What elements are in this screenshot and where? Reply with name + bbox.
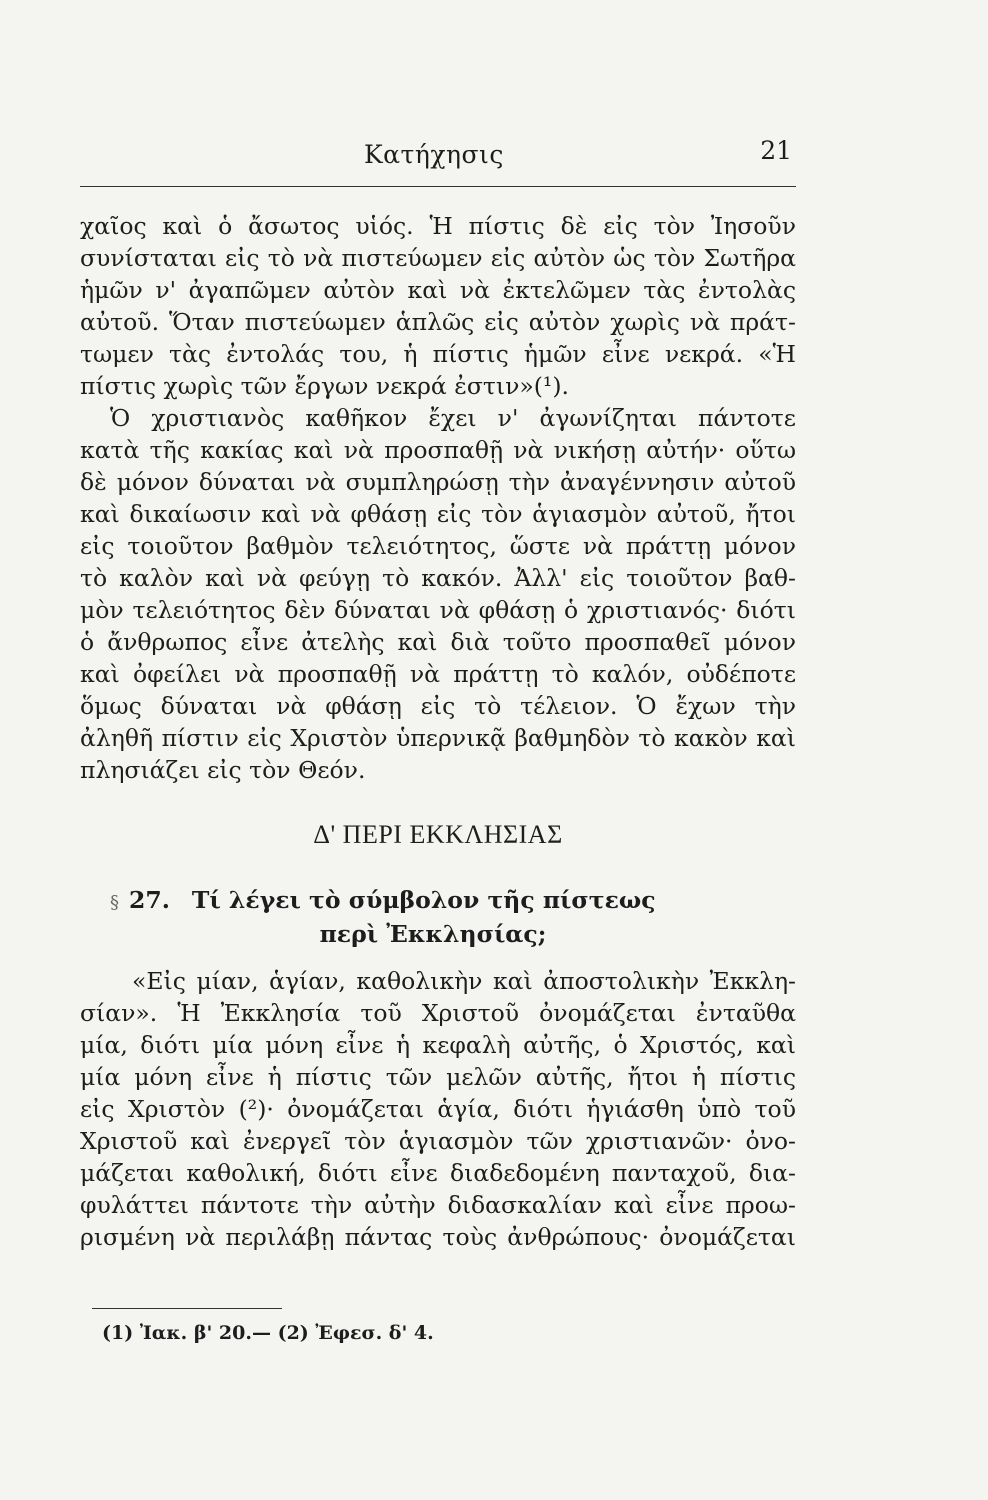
body-line: καὶ δικαίωσιν καὶ νὰ φθάσῃ εἰς τὸν ἁγιασμὸν αὐτοῦ, ἤτοι (80, 500, 796, 528)
catechism-question (110, 883, 796, 951)
body-line: κατὰ τῆς κακίας καὶ νὰ προσπαθῇ νὰ νικήσῃ αὐτήν· οὕτω (80, 436, 796, 464)
question-line: περὶ Ἐκκλησίας; (319, 920, 547, 948)
body-line: πλησιάζει εἰς τὸν Θεόν. (80, 756, 366, 784)
header-rule (80, 186, 796, 187)
question-line (110, 883, 796, 917)
running-title: Κατήχησις (364, 140, 504, 169)
answer-line: ρισμένη νὰ περιλάβῃ πάντας τοὺς ἀνθρώπους· ὀνομάζεται (80, 1223, 796, 1251)
body-line: εἰς τοιοῦτον βαθμὸν τελειότητος, ὥστε νὰ πράττῃ μόνον (80, 532, 796, 560)
body-line: χαῖος καὶ ὁ ἄσωτος υἱός. Ἡ πίστις δὲ εἰς τὸν Ἰησοῦν (80, 212, 796, 240)
answer-line: μάζεται καθολική, διότι εἶνε διαδεδομένη πανταχοῦ, δια- (80, 1159, 796, 1187)
answer-line: «Εἰς μίαν, ἁγίαν, καθολικὴν καὶ ἀποστολικὴν Ἐκκλη- (132, 967, 796, 995)
body-text (80, 210, 796, 786)
question-number: 27. (129, 886, 170, 914)
footnote-rule (92, 1308, 282, 1309)
body-line: αὐτοῦ. Ὅταν πιστεύωμεν ἁπλῶς εἰς αὐτὸν χωρὶς νὰ πράτ- (80, 308, 796, 336)
body-line: τωμεν τὰς ἐντολάς του, ἡ πίστις ἡμῶν εἶνε νεκρά. «Ἡ (80, 340, 796, 368)
answer-text (80, 965, 796, 1253)
answer-line: μία, διότι μία μόνη εἶνε ἡ κεφαλὴ αὐτῆς, ὁ Χριστός, καὶ (80, 1031, 796, 1059)
footnote: (1) Ἰακ. β' 20.— (2) Ἐφεσ. δ' 4. (102, 1322, 434, 1344)
body-line: δὲ μόνον δύναται νὰ συμπληρώσῃ τὴν ἀναγέννησιν αὐτοῦ (80, 468, 796, 496)
body-line: ὅμως δύναται νὰ φθάσῃ εἰς τὸ τέλειον. Ὁ ἔχων τὴν (80, 692, 796, 720)
body-line: τὸ καλὸν καὶ νὰ φεύγῃ τὸ κακόν. Ἀλλ' εἰς τοιοῦτον βαθ- (80, 564, 796, 592)
running-head (80, 136, 796, 176)
body-line: μὸν τελειότητος δὲν δύναται νὰ φθάσῃ ὁ χριστιανός· διότι (80, 596, 796, 624)
answer-line: φυλάττει πάντοτε τὴν αὐτὴν διδασκαλίαν καὶ εἶνε προω- (80, 1191, 796, 1219)
body-line: συνίσταται εἰς τὸ νὰ πιστεύωμεν εἰς αὐτὸν ὡς τὸν Σωτῆρα (80, 244, 796, 272)
section-heading: Δ' ΠΕΡΙ ΕΚΚΛΗΣΙΑΣ (313, 820, 563, 849)
body-line: καὶ ὀφείλει νὰ προσπαθῇ νὰ πράττῃ τὸ καλόν, οὐδέποτε (80, 660, 796, 688)
answer-line: μία μόνη εἶνε ἡ πίστις τῶν μελῶν αὐτῆς, ἤτοι ἡ πίστις (80, 1063, 796, 1091)
section-mark: § (110, 892, 119, 913)
body-line: Ὁ χριστιανὸς καθῆκον ἔχει ν' ἀγωνίζηται πάντοτε (110, 404, 796, 432)
answer-line: Χριστοῦ καὶ ἐνεργεῖ τὸν ἁγιασμὸν τῶν χριστιανῶν· ὀνο- (80, 1127, 796, 1155)
answer-line: εἰς Χριστὸν (²)· ὀνομάζεται ἁγία, διότι ἡγιάσθη ὑπὸ τοῦ (80, 1095, 796, 1123)
body-line: πίστις χωρὶς τῶν ἔργων νεκρά ἐστιν»(¹). (80, 372, 569, 400)
body-line: ὁ ἄνθρωπος εἶνε ἀτελὴς καὶ διὰ τοῦτο προσπαθεῖ μόνον (80, 628, 796, 656)
body-line: ἡμῶν ν' ἀγαπῶμεν αὐτὸν καὶ νὰ ἐκτελῶμεν τὰς ἐντολὰς (80, 276, 796, 304)
question-text: Τί λέγει τὸ σύμβολον τῆς πίστεως (191, 886, 656, 914)
body-line: ἀληθῆ πίστιν εἰς Χριστὸν ὑπερνικᾷ βαθμηδὸν τὸ κακὸν καὶ (80, 724, 796, 752)
answer-line: σίαν». Ἡ Ἐκκλησία τοῦ Χριστοῦ ὀνομάζεται ἐνταῦθα (80, 999, 796, 1027)
page-number: 21 (760, 136, 792, 165)
